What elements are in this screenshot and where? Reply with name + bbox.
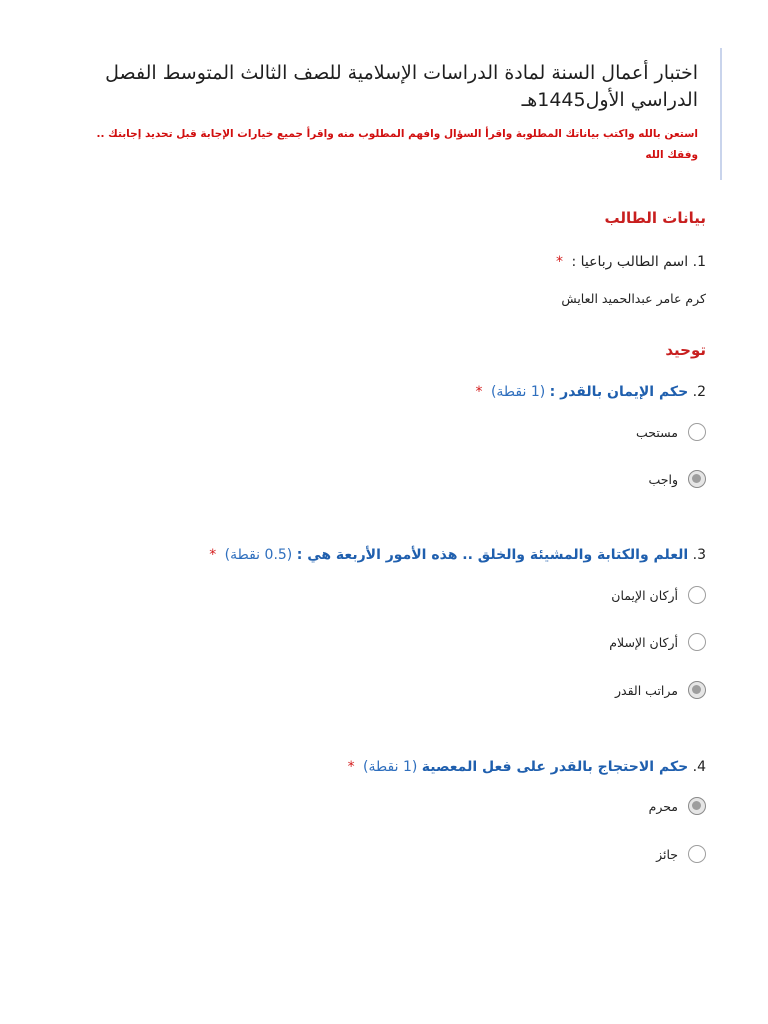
question-number: 1. — [692, 254, 706, 270]
radio-button-selected[interactable] — [688, 797, 706, 815]
answer-student-name[interactable]: كرم عامر عبدالحميد العايش — [561, 291, 706, 306]
question-number: 2. — [692, 384, 706, 400]
question-points: (1 نقطة) — [490, 384, 546, 400]
radio-button[interactable] — [688, 633, 706, 651]
option-label: جائز — [656, 846, 678, 862]
option-label: أركان الإسلام — [609, 634, 678, 650]
option-wajib[interactable] — [648, 470, 706, 488]
radio-button-selected[interactable] — [688, 470, 706, 488]
question-1 — [556, 252, 706, 272]
option-label: واجب — [648, 471, 678, 487]
question-text: حكم الإيمان بالقدر : — [549, 384, 689, 400]
section-title-tawheed: توحيد — [665, 341, 706, 359]
option-maratib-qadar[interactable] — [615, 681, 706, 699]
option-label: مستحب — [636, 424, 678, 440]
option-arkan-iman[interactable] — [611, 586, 706, 604]
required-marker: * — [556, 254, 564, 270]
option-arkan-islam[interactable] — [609, 633, 706, 651]
question-2 — [475, 382, 706, 402]
form-title: اختبار أعمال السنة لمادة الدراسات الإسلامية للصف الثالث المتوسط الفصل الدراسي الأول1445هـ — [105, 62, 698, 111]
option-label: أركان الإيمان — [611, 587, 678, 603]
required-marker: * — [475, 384, 483, 400]
question-3 — [209, 545, 706, 565]
question-number: 3. — [692, 547, 706, 563]
question-number: 4. — [692, 759, 706, 775]
form-instructions: استعن بالله واكتب بياناتك المطلوبة واقرأ السؤال وافهم المطلوب منه واقرأ جميع خيارات الإجابة قبل تحديد إجابتك .. وفقك الله — [96, 128, 698, 161]
radio-button[interactable] — [688, 423, 706, 441]
option-label: مراتب القدر — [615, 682, 678, 698]
required-marker: * — [347, 759, 355, 775]
question-text: حكم الاحتجاج بالقدر على فعل المعصية — [421, 759, 689, 775]
question-4 — [348, 757, 706, 777]
option-jaiz[interactable] — [656, 845, 706, 863]
radio-button[interactable] — [688, 586, 706, 604]
question-text: اسم الطالب رباعيا : — [571, 254, 689, 270]
question-points: (0.5 نقطة) — [224, 547, 293, 563]
question-points: (1 نقطة) — [363, 759, 418, 775]
option-muharram[interactable] — [649, 797, 706, 815]
required-marker: * — [209, 547, 217, 563]
question-text: العلم والكتابة والمشيئة والخلق .. هذه الأمور الأربعة هي : — [296, 547, 689, 563]
radio-button-selected[interactable] — [688, 681, 706, 699]
option-label: محرم — [648, 798, 678, 814]
radio-button[interactable] — [688, 845, 706, 863]
section-title-student: بيانات الطالب — [604, 209, 706, 227]
option-mustahab[interactable] — [636, 423, 706, 441]
form-header — [70, 48, 722, 180]
